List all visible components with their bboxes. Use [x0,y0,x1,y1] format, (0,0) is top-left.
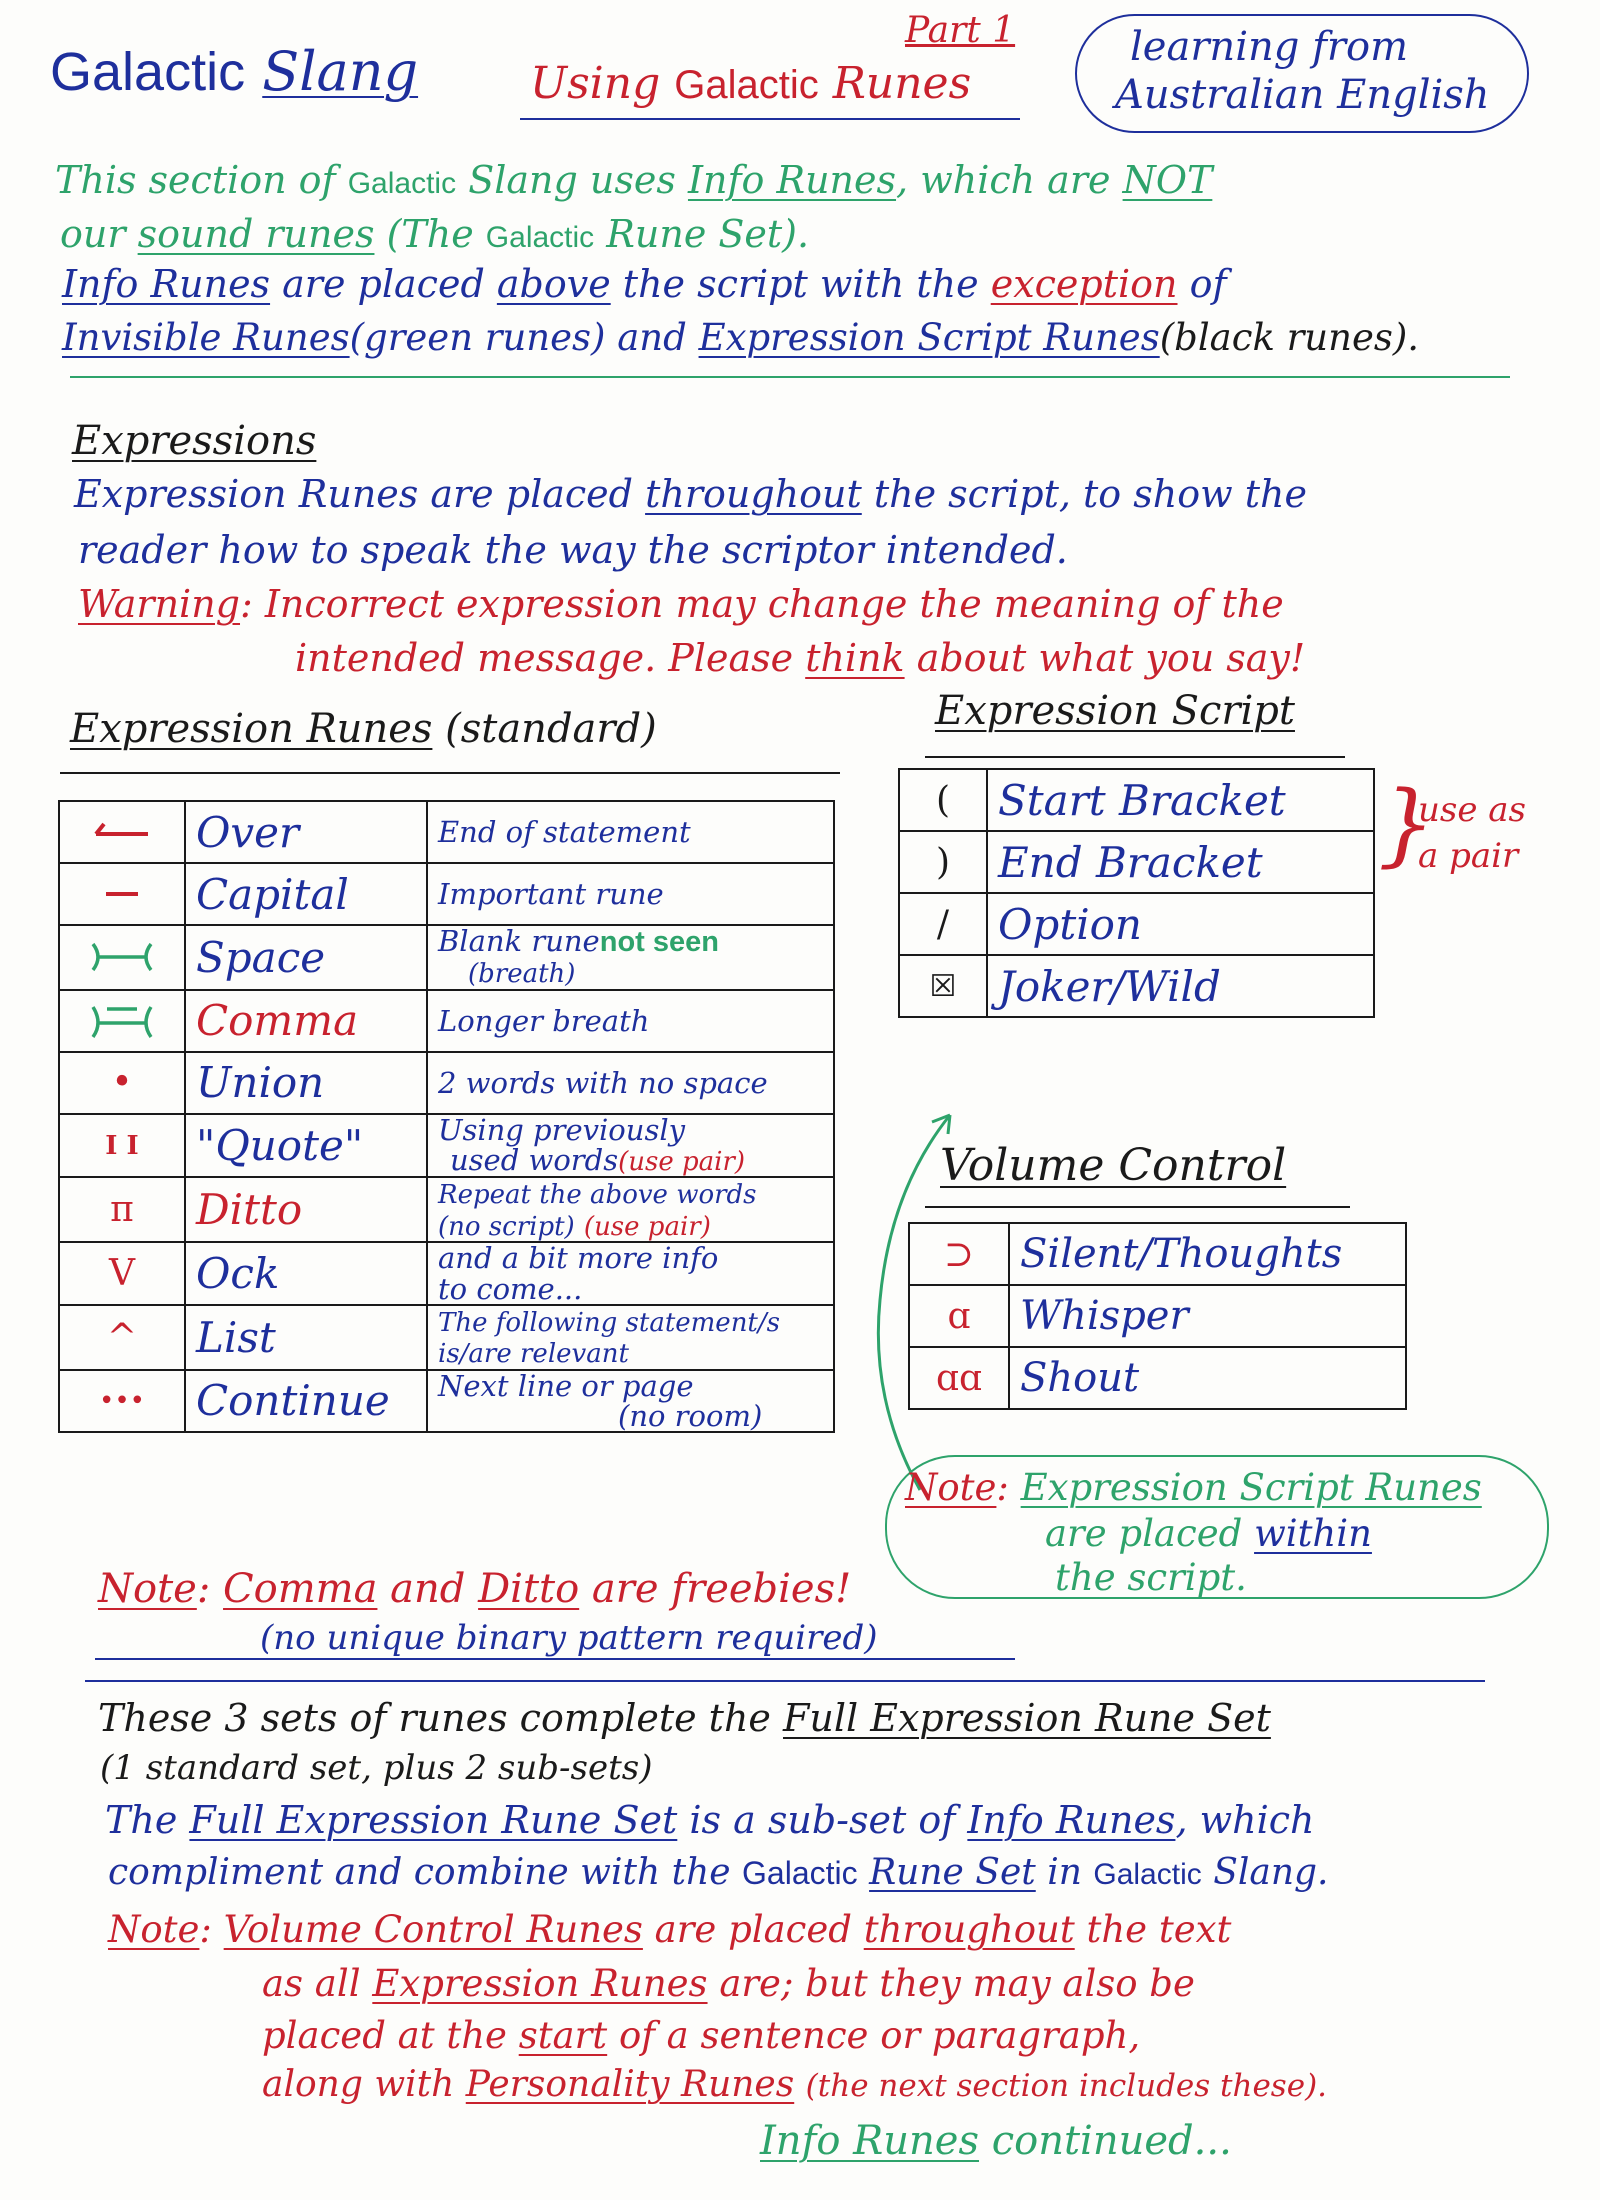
script-table-heading: Expression Script [935,688,1295,734]
expressions-line-1: Expression Runes are placed throughout the script, to show the [74,472,1307,516]
table-row [909,1223,1406,1285]
brace-icon: } [1378,772,1436,877]
expression-runes-table [58,800,835,1433]
volume-control-table [908,1222,1407,1410]
table-row [899,955,1374,1017]
pair-note-2: a pair [1418,836,1519,876]
footer-line-3: The Full Expression Rune Set is a sub-set of Info Runes, which [105,1798,1315,1842]
footer-line-2: (1 standard set, plus 2 sub-sets) [100,1748,653,1788]
table-row [59,1370,834,1433]
comma-rune-icon [59,990,185,1052]
rune-desc: Using previously used words(use pair) [427,1114,834,1178]
volume-name: Whisper [1009,1285,1406,1347]
rune-name: "Quote" [185,1114,427,1178]
script-name: Joker/Wild [987,955,1374,1017]
table-row [59,1305,834,1370]
page-subtitle: Using Galactic Runes [530,58,972,109]
footer-note-line-2: as all Expression Runes are; but they may also be [262,1962,1195,2005]
table-row [59,863,834,925]
capital-rune-icon [59,863,185,925]
continue-rune-icon: ••• [59,1370,185,1433]
rune-desc: 2 words with no space [427,1052,834,1114]
freebies-note: Note: Comma and Ditto are freebies! [98,1566,852,1612]
over-rune-icon [59,801,185,863]
freebies-note-sub: (no unique binary pattern required) [260,1618,878,1658]
rune-name: Continue [185,1370,427,1433]
warning-line-1: Warning: Incorrect expression may change the meaning of the [78,582,1284,626]
script-name: End Bracket [987,831,1374,893]
volume-table-heading: Volume Control [940,1140,1287,1191]
rune-name: Space [185,925,427,990]
rune-name: Ock [185,1242,427,1305]
footer-divider [85,1680,1485,1682]
arrow-icon [860,1100,970,1500]
page-title [50,40,418,103]
table-row [59,925,834,990]
whisper-rune-icon: ɑ [909,1285,1009,1347]
start-bracket-icon: ( [899,769,987,831]
footer-line-4: compliment and combine with the Galactic Rune Set in Galactic Slang. [108,1852,1329,1893]
table-row [899,831,1374,893]
script-note-line-2: are placed within [1045,1512,1372,1555]
rune-desc: End of statement [427,801,834,863]
ock-rune-icon: V [59,1242,185,1305]
rune-name: Over [185,801,427,863]
shout-rune-icon: ɑɑ [909,1347,1009,1409]
rune-name: Union [185,1052,427,1114]
script-note-line-1: Note: Expression Script Runes [905,1466,1482,1509]
runes-heading-rule [60,772,840,774]
volume-name: Shout [1009,1347,1406,1409]
script-note-line-3: the script. [1055,1556,1247,1599]
rune-desc: Blank runenot seen (breath) [427,925,834,990]
script-name: Start Bracket [987,769,1374,831]
table-row [909,1285,1406,1347]
footer-line-1: These 3 sets of runes complete the Full Expression Rune Set [98,1696,1271,1740]
rune-desc: and a bit more info to come... [427,1242,834,1305]
quote-rune-icon: I I [59,1114,185,1178]
freebies-rule [95,1658,1015,1660]
script-name: Option [987,893,1374,955]
rune-desc: Longer breath [427,990,834,1052]
rune-name: Comma [185,990,427,1052]
table-row [59,1177,834,1242]
table-row [59,1242,834,1305]
footer-note-line-3: placed at the start of a sentence or paragraph, [262,2014,1141,2057]
rune-name: Ditto [185,1177,427,1242]
bubble-line2: Australian English [1115,72,1490,118]
rune-desc: Repeat the above words (no script) (use pair) [427,1177,834,1242]
script-heading-rule [925,756,1345,758]
table-row [899,769,1374,831]
table-row [59,1052,834,1114]
silent-rune-icon: ⊃ [909,1223,1009,1285]
intro-line-3: Info Runes are placed above the script with the exception of [62,262,1227,306]
rune-desc: Next line or page (no room) [427,1370,834,1433]
rune-desc: The following statement/s is/are relevant [427,1305,834,1370]
joker-box-icon: ☒ [899,955,987,1017]
runes-table-heading: Expression Runes (standard) [70,706,657,752]
expressions-line-2: reader how to speak the way the scriptor intended. [78,528,1068,572]
expressions-heading: Expressions [72,418,317,464]
volume-name: Silent/Thoughts [1009,1223,1406,1285]
divider [70,376,1510,378]
intro-line-2: our sound runes (The Galactic Rune Set). [60,212,810,256]
continued-line: Info Runes continued... [760,2118,1232,2164]
title-slang: Slang [262,40,419,103]
expression-script-table [898,768,1375,1018]
table-row [909,1347,1406,1409]
intro-line-1: This section of Galactic Slang uses Info Runes, which are NOT [55,158,1213,202]
footer-note-line-1: Note: Volume Control Runes are placed throughout the text [108,1908,1232,1951]
pair-note-1: use as [1418,790,1526,830]
rune-name: List [185,1305,427,1370]
option-slash-icon: / [899,893,987,955]
title-underline [520,118,1020,120]
part-label: Part 1 [905,10,1016,51]
rune-name: Capital [185,863,427,925]
list-rune-icon: ^ [59,1305,185,1370]
end-bracket-icon: ) [899,831,987,893]
rune-desc: Important rune [427,863,834,925]
volume-heading-rule [925,1206,1350,1208]
intro-line-4: Invisible Runes(green runes) and Expression Script Runes(black runes). [62,316,1420,359]
table-row [59,1114,834,1178]
table-row [899,893,1374,955]
table-row [59,990,834,1052]
ditto-rune-icon: π [59,1177,185,1242]
union-rune-icon: • [59,1052,185,1114]
table-row [59,801,834,863]
space-rune-icon [59,925,185,990]
bubble-line1: learning from [1130,24,1409,70]
warning-line-2: intended message. Please think about what you say! [295,636,1306,680]
title-galactic: Galactic [50,42,246,102]
footer-note-line-4: along with Personality Runes (the next section includes these). [262,2064,1328,2105]
